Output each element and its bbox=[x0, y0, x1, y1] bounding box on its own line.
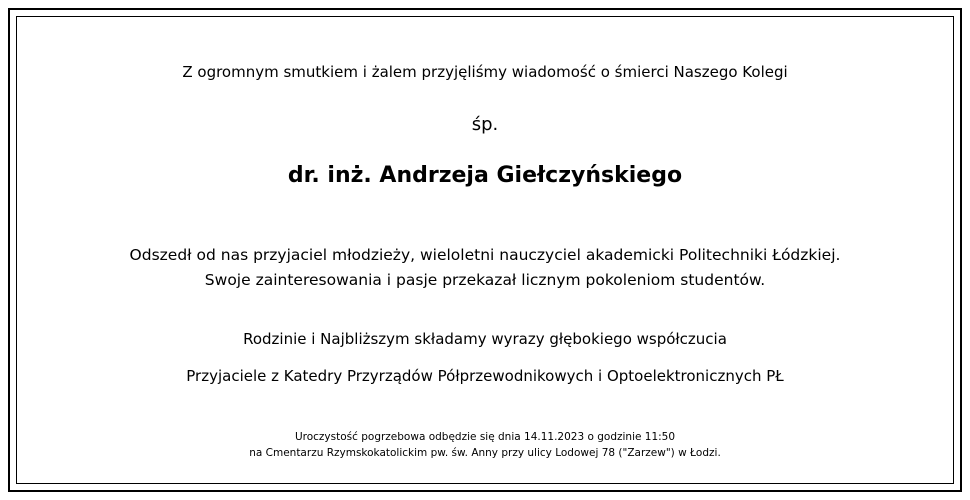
intro-text: Z ogromnym smutkiem i żalem przyjęliśmy wiadomość o śmierci Naszego Kolegi bbox=[182, 63, 788, 81]
funeral-info-line-1: Uroczystość pogrzebowa odbędzie się dnia 14.11.2023 o godzinie 11:50 bbox=[294, 431, 676, 443]
honorific-text: śp. bbox=[471, 114, 499, 135]
deceased-name: dr. inż. Andrzeja Giełczyńskiego bbox=[287, 163, 683, 188]
signature-text: Przyjaciele z Katedry Przyrządów Półprzewodnikowych i Optoelektronicznych PŁ bbox=[186, 367, 784, 385]
funeral-info-line-2: na Cmentarzu Rzymskokatolickim pw. św. Anny przy ulicy Lodowej 78 ("Zarzew") w Łodzi. bbox=[249, 447, 721, 459]
tribute-line-1: Odszedł od nas przyjaciel młodzieży, wieloletni nauczyciel akademicki Politechniki Łódzkiej. bbox=[129, 246, 841, 264]
tribute-line-2: Swoje zainteresowania i pasje przekazał licznym pokoleniom studentów. bbox=[204, 271, 766, 289]
condolences-text: Rodzinie i Najbliższym składamy wyrazy głębokiego współczucia bbox=[243, 330, 727, 348]
